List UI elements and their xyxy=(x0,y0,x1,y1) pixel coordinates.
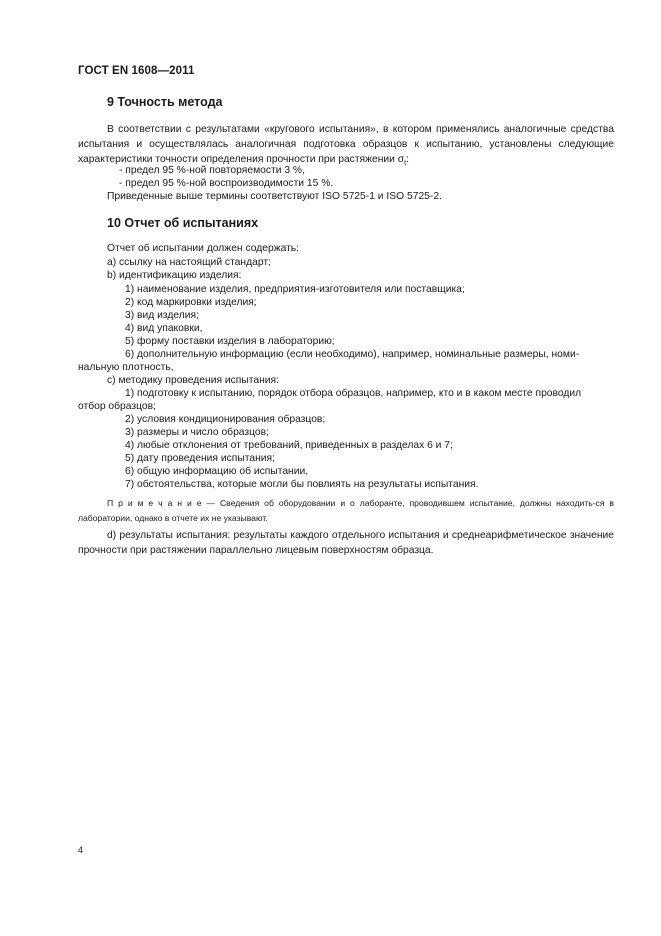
list-item-c4: 4) любые отклонения от требований, приведенных в разделах 6 и 7; xyxy=(125,440,453,451)
document-header: ГОСТ EN 1608—2011 xyxy=(78,65,195,77)
list-item-b4: 4) вид упаковки, xyxy=(125,323,203,334)
list-item-b3: 3) вид изделия; xyxy=(125,310,199,321)
list-item-c1-continued: отбор образцов; xyxy=(78,401,156,412)
list-item-b5: 5) форму поставки изделия в лабораторию; xyxy=(125,336,335,347)
list-item-c2: 2) условия кондиционирования образцов; xyxy=(125,414,326,425)
list-item-a: а) ссылку на настоящий стандарт; xyxy=(107,257,271,268)
list-item-d: d) результаты испытания: результаты каждого отдельного испытания и среднеарифметическое значение прочности при растяжении параллельно лицевым поверхностям образца. xyxy=(78,530,614,556)
page-number: 4 xyxy=(78,845,84,855)
note xyxy=(78,496,614,526)
list-item: - предел 95 %-ной повторяемости 3 %, xyxy=(119,165,305,176)
list-item-b2: 2) код маркировки изделия; xyxy=(125,297,257,308)
list-item-b6: 6) дополнительную информацию (если необходимо), например, номинальные размеры, номи- xyxy=(125,349,580,360)
note-label: П р и м е ч а н и е xyxy=(107,498,202,508)
list-item-c5: 5) дату проведения испытания; xyxy=(125,453,275,464)
list-item-b6-continued: нальную плотность, xyxy=(78,362,174,373)
section-10-intro: Отчет об испытании должен содержать: xyxy=(107,243,300,254)
list-item-c7: 7) обстоятельства, которые могли бы повлиять на результаты испытания. xyxy=(125,479,479,490)
list-item: - предел 95 %-ной воспроизводимости 15 %. xyxy=(119,178,334,189)
list-item-c: с) методику проведения испытания: xyxy=(107,375,279,386)
list-item-c6: 6) общую информацию об испытании, xyxy=(125,466,309,477)
section-9-heading: 9 Точность метода xyxy=(107,95,223,109)
list-item-c1: 1) подготовку к испытанию, порядок отбора образцов, например, кто и в каком месте проводил xyxy=(125,388,582,399)
section-9-paragraph-text: В соответствии с результатами «кругового испытания», в котором применялись аналогичные средства испытания и осуществлялась аналогичная подготовка образцов к испытанию, установлены следующие характеристики точности определения прочности при растяжении σ xyxy=(78,124,614,165)
paragraph-end: : xyxy=(406,154,409,165)
list-item-b: b) идентификацию изделия: xyxy=(107,270,242,281)
list-item-b1: 1) наименование изделия, предприятия-изготовителя или поставщика; xyxy=(125,284,465,295)
list-item-c3: 3) размеры и число образцов; xyxy=(125,427,269,438)
section-10-heading: 10 Отчет об испытаниях xyxy=(107,216,259,230)
terms-paragraph: Приведенные выше термины соответствуют ISO 5725-1 и ISO 5725-2. xyxy=(107,191,442,202)
note-text: — Сведения об оборудовании и о лаборанте, проводившем испытание, должны находить-ся в лаборатории, однако в отчете их не указывают. xyxy=(78,498,614,523)
sigma-subscript: t xyxy=(404,160,407,168)
